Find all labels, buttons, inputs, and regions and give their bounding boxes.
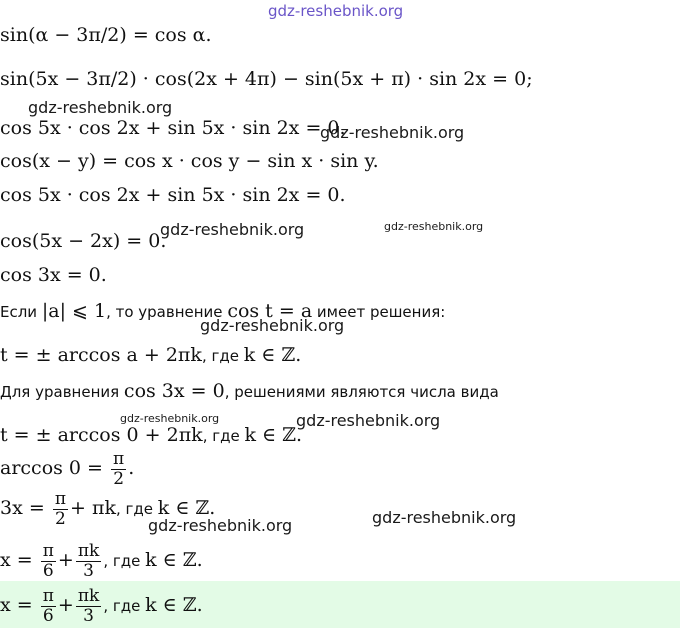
formula-line-11: t = ± arccos 0 + 2πk, где k ∈ ℤ. — [0, 424, 303, 446]
formula-line-5: cos 5x · cos 2x + sin 5x · sin 2x = 0. — [0, 184, 346, 206]
formula-line-12: arccos 0 = $\frac{\pi}{2}$ . — [0, 448, 135, 489]
formula-line-2: sin(5x − 3π/2) · cos(2x + 4π) − sin(5x + π) · sin 2x = 0; — [0, 68, 533, 90]
watermark: gdz-reshebnik.org — [372, 508, 517, 527]
watermark: gdz-reshebnik.org — [160, 220, 305, 239]
fraction: $\frac{\pi}{6}$ — [42, 585, 54, 626]
formula-line-6: cos(5x − 2x) = 0. — [0, 230, 167, 252]
watermark: gdz-reshebnik.org — [148, 516, 293, 535]
watermark: gdz-reshebnik.org — [120, 412, 220, 425]
watermark: gdz-reshebnik.org — [320, 123, 465, 142]
text-line-10: Для уравнения cos 3x = 0, решениями являются числа вида — [0, 380, 499, 402]
fraction: $\frac{\pi k}{3}$ — [77, 540, 100, 581]
watermark: gdz-reshebnik.org — [28, 98, 173, 117]
fraction: $\frac{\pi k}{3}$ — [77, 585, 100, 626]
formula-line-7: cos 3x = 0. — [0, 264, 107, 286]
watermark: gdz-reshebnik.org — [296, 411, 441, 430]
text-line-8: Если |a| ⩽ 1, то уравнение cos t = a имеет решения: — [0, 300, 446, 322]
formula-line-13: 3x = $\frac{\pi}{2}$ + πk, где k ∈ ℤ. — [0, 488, 216, 529]
formula-line-14: x = $\frac{\pi}{6}$ + $\frac{\pi k}{3}$ , где k ∈ ℤ. — [0, 540, 203, 581]
fraction: $\frac{\pi}{2}$ — [54, 488, 66, 529]
formula-line-9: t = ± arccos a + 2πk, где k ∈ ℤ. — [0, 344, 302, 366]
fraction: $\frac{\pi}{6}$ — [42, 540, 54, 581]
watermark: gdz-reshebnik.org — [200, 316, 345, 335]
watermark: gdz-reshebnik.org — [384, 220, 484, 233]
watermark: gdz-reshebnik.org — [268, 2, 404, 20]
formula-line-1: sin(α − 3π/2) = cos α. — [0, 24, 212, 44]
fraction: $\frac{\pi}{2}$ — [113, 448, 125, 489]
answer-line: x = $\frac{\pi}{6}$ + $\frac{\pi k}{3}$ , где k ∈ ℤ. — [0, 585, 203, 626]
formula-line-3: cos 5x · cos 2x + sin 5x · sin 2x = 0. — [0, 117, 346, 139]
formula-line-4: cos(x − y) = cos x · cos y − sin x · sin y. — [0, 150, 379, 172]
